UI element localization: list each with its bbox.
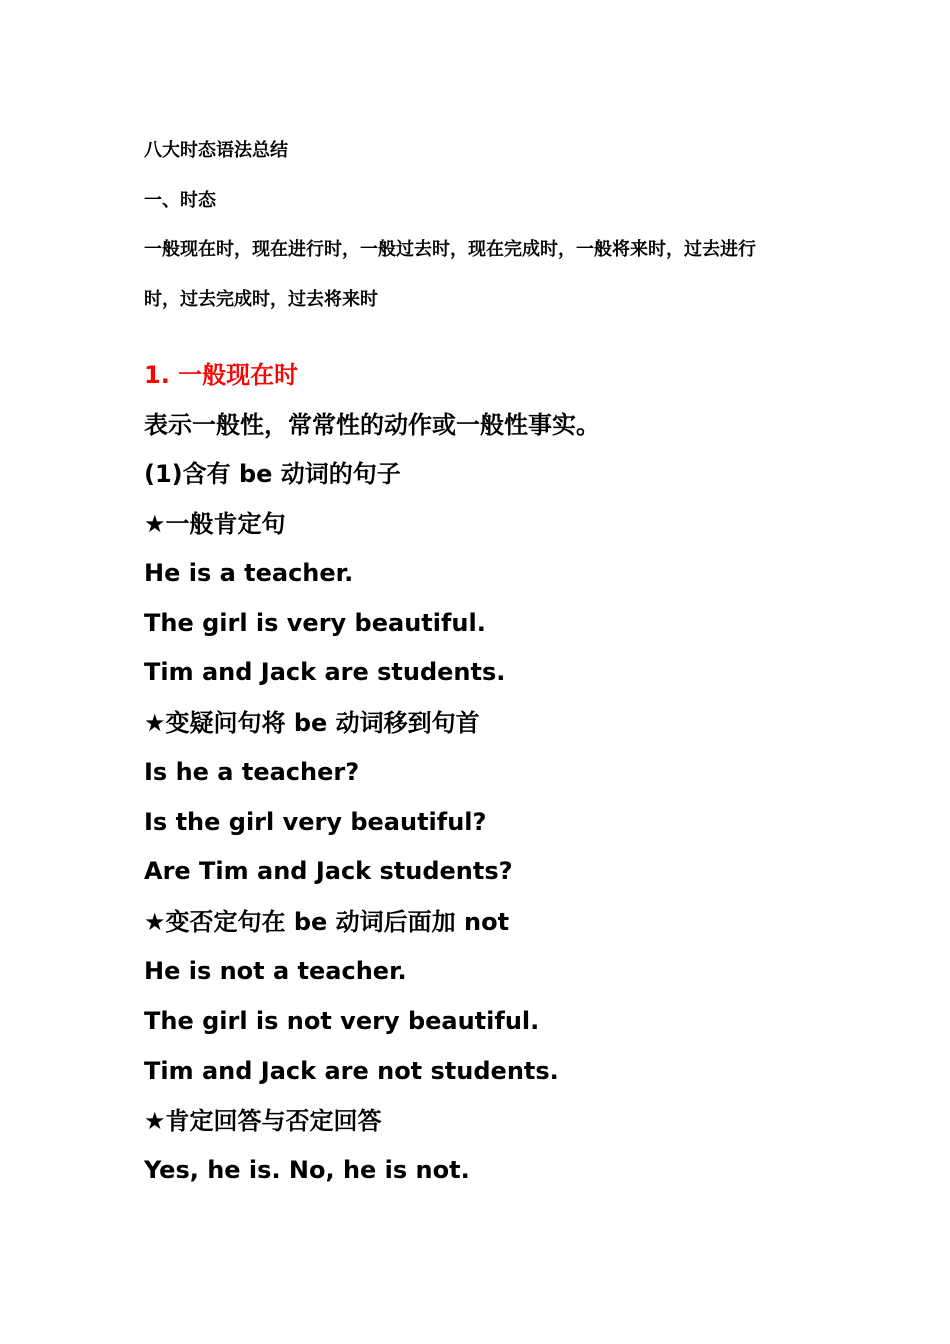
answers-heading: ★肯定回答与否定回答 bbox=[144, 1107, 382, 1135]
example-sentence: Tim and Jack are not students. bbox=[144, 1057, 559, 1085]
example-sentence: Are Tim and Jack students? bbox=[144, 857, 513, 885]
document-title: 八大时态语法总结 bbox=[144, 140, 288, 161]
example-sentence: Is he a teacher? bbox=[144, 758, 360, 786]
tenses-list-line-2: 时，过去完成时，过去将来时 bbox=[144, 289, 378, 310]
definition-text: 表示一般性，常常性的动作或一般性事实。 bbox=[144, 411, 600, 439]
subsection-title: 1. 一般现在时 bbox=[144, 361, 299, 389]
be-verb-heading: (1)含有 be 动词的句子 bbox=[144, 460, 401, 488]
example-sentence: He is a teacher. bbox=[144, 559, 354, 587]
example-sentence: Tim and Jack are students. bbox=[144, 658, 506, 686]
section-heading: 一、时态 bbox=[144, 190, 216, 211]
example-sentence: The girl is not very beautiful. bbox=[144, 1007, 540, 1035]
question-heading: ★变疑问句将 be 动词移到句首 bbox=[144, 709, 480, 737]
affirmative-heading: ★一般肯定句 bbox=[144, 510, 286, 538]
example-sentence: Is the girl very beautiful? bbox=[144, 808, 487, 836]
negative-heading: ★变否定句在 be 动词后面加 not bbox=[144, 908, 510, 936]
example-sentence: He is not a teacher. bbox=[144, 957, 407, 985]
tenses-list-line-1: 一般现在时，现在进行时，一般过去时，现在完成时，一般将来时，过去进行 bbox=[144, 239, 756, 260]
answers-example: Yes, he is. No, he is not. bbox=[144, 1156, 470, 1184]
example-sentence: The girl is very beautiful. bbox=[144, 609, 486, 637]
